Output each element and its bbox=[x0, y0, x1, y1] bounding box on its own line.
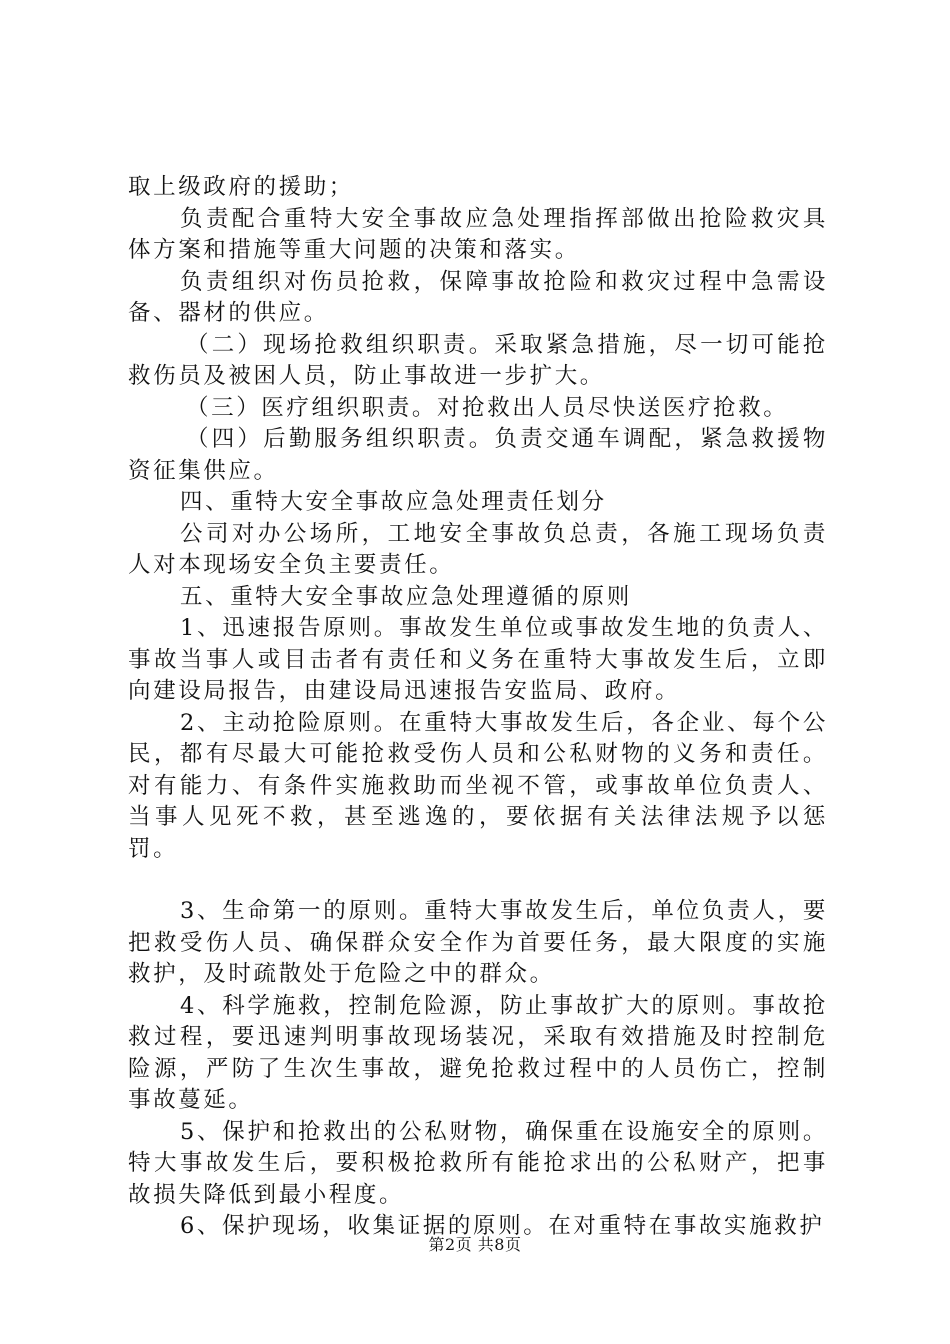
paragraph-continuation: 取上级政府的援助； bbox=[128, 174, 354, 200]
paragraph-coordinate-command: 负责配合重特大安全事故应急处理指挥部做出抢险救灾具体方案和措施等重大问题的决策和落实。 bbox=[128, 205, 828, 263]
principle-item-4: 4、科学施救，控制危险源，防止事故扩大的原则。事故抢救过程，要迅速判明事故现场装况，采取有效措施及时控制危险源，严防了生次生事故，避免抢救过程中的人员伤亡，控制事故蔓延。 bbox=[128, 992, 828, 1113]
principle-item-5: 5、保护和抢救出的公私财物，确保重在设施安全的原则。特大事故发生后，要积极抢救所有能抢求出的公私财产，把事故损失降低到最小程度。 bbox=[128, 1118, 828, 1208]
principle-item-2: 2、主动抢险原则。在重特大事故发生后，各企业、每个公民，都有尽最大可能抢救受伤人员和公私财物的义务和责任。对有能力、有条件实施救助而坐视不管，或事故单位负责人、当事人见死不救，甚至逃逸的，要依据有关法律法规予以惩罚。 bbox=[128, 709, 828, 862]
document-body bbox=[128, 172, 828, 1243]
principle-item-3: 3、生命第一的原则。重特大事故发生后，单位负责人，要把救受伤人员、确保群众安全作为首要任务，最大限度的实施救护，及时疏散处于危险之中的群众。 bbox=[128, 898, 828, 987]
principle-item-6: 6、保护现场，收集证据的原则。在对重特在事故实施救护 bbox=[180, 1213, 825, 1239]
page-number-footer: 第2页 共8页 bbox=[428, 1235, 522, 1254]
paragraph-responsibility: 公司对办公场所，工地安全事故负总责，各施工现场负责人对本现场安全负主要责任。 bbox=[128, 520, 828, 578]
paragraph-organize-rescue: 负责组织对伤员抢救，保障事故抢险和救灾过程中急需设备、器材的供应。 bbox=[128, 268, 828, 326]
section-heading-responsibility: 四、重特大安全事故应急处理责任划分 bbox=[180, 489, 607, 515]
paragraph-medical-duty: （三）医疗组织职责。对抢救出人员尽快送医疗抢救。 bbox=[186, 394, 789, 421]
paragraph-onsite-rescue-duty: （二）现场抢救组织职责。采取紧急措施，尽一切可能抢救伤员及被困人员，防止事故进一步扩大。 bbox=[128, 331, 828, 389]
paragraph-logistics-duty: （四）后勤服务组织职责。负责交通车调配，紧急救援物资征集供应。 bbox=[128, 426, 828, 484]
principle-item-1: 1、迅速报告原则。事故发生单位或事故发生地的负责人、事故当事人或目击者有责任和义务在重特大事故发生后，立即向建设局报告，由建设局迅速报告安监局、政府。 bbox=[128, 615, 828, 704]
section-heading-principles: 五、重特大安全事故应急处理遵循的原则 bbox=[180, 583, 632, 610]
